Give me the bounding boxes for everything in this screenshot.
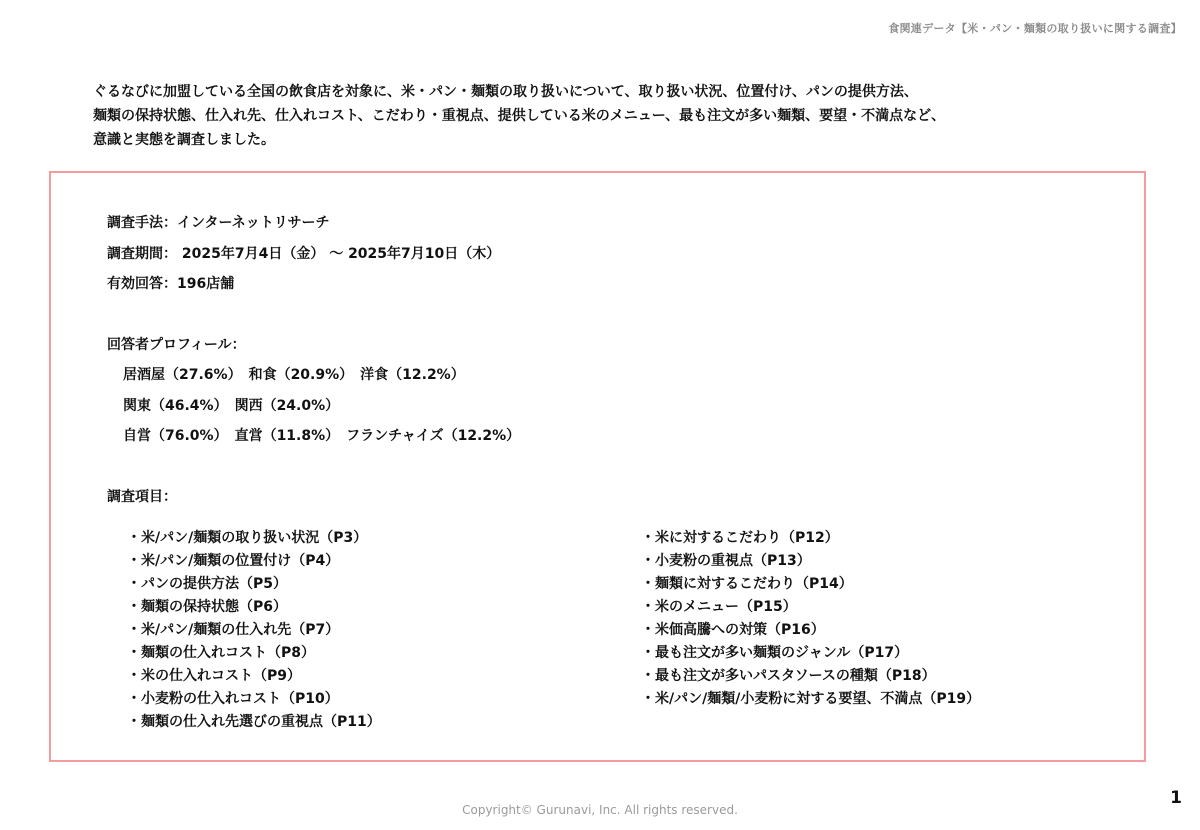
survey-items-left-list (127, 527, 381, 734)
page-number: 1 (1170, 788, 1182, 808)
survey-period: 調査期間： 2025年7月4日（金） ～ 2025年7月10日（木） (107, 246, 501, 262)
list-item: ・最も注文が多いパスタソースの種類（P18） (641, 668, 936, 684)
profile-row-region: 関東（46.4%） 関西（24.0%） (123, 398, 340, 414)
survey-items-heading: 調査項目： (107, 489, 177, 505)
survey-responses: 有効回答：196店舗 (107, 276, 235, 292)
list-item: ・米価高騰への対策（P16） (641, 622, 825, 638)
list-item: ・麺類の保持状態（P6） (127, 599, 288, 615)
survey-summary-panel (49, 171, 1146, 762)
list-item: ・米/パン/麺類の仕入れ先（P7） (127, 622, 340, 638)
intro-line: ぐるなびに加盟している全国の飲食店を対象に、米・パン・麺類の取り扱いについて、取り扱い状況、位置付け、パンの提供方法、 (93, 84, 918, 100)
list-item: ・最も注文が多い麺類のジャンル（P17） (641, 645, 909, 661)
list-item: ・米/パン/麺類の取り扱い状況（P3） (127, 530, 368, 546)
survey-items-right-list (641, 527, 980, 711)
list-item: ・小麦粉の重視点（P13） (641, 553, 811, 569)
list-item: ・小麦粉の仕入れコスト（P10） (127, 691, 339, 707)
list-item: ・米のメニュー（P15） (641, 599, 797, 615)
list-item: ・麺類の仕入れ先選びの重視点（P11） (127, 714, 381, 730)
list-item: ・米/パン/麺類/小麦粉に対する要望、不満点（P19） (641, 691, 981, 707)
list-item: ・米の仕入れコスト（P9） (127, 668, 302, 684)
list-item: ・パンの提供方法（P5） (127, 576, 288, 592)
intro-line: 麺類の保持状態、仕入れ先、仕入れコスト、こだわり・重視点、提供している米のメニュー、最も注文が多い麺類、要望・不満点など、 (93, 108, 946, 124)
intro-line: 意識と実態を調査しました。 (93, 132, 275, 148)
list-item: ・麺類の仕入れコスト（P8） (127, 645, 316, 661)
profile-row-genre: 居酒屋（27.6%） 和食（20.9%） 洋食（12.2%） (123, 367, 465, 383)
list-item: ・米に対するこだわり（P12） (641, 530, 839, 546)
intro-paragraph (93, 80, 1093, 152)
copyright-notice: Copyright© Gurunavi, Inc. All rights reserved. (462, 803, 738, 817)
survey-method: 調査手法：インターネットリサーチ (107, 215, 330, 231)
list-item: ・米/パン/麺類の位置付け（P4） (127, 553, 340, 569)
list-item: ・麺類に対するこだわり（P14） (641, 576, 853, 592)
profile-row-management: 自営（76.0%） 直営（11.8%） フランチャイズ（12.2%） (123, 428, 521, 444)
document-header-title: 食関連データ【米・パン・麺類の取り扱いに関する調査】 (888, 22, 1182, 35)
profile-heading: 回答者プロフィール： (107, 337, 246, 353)
